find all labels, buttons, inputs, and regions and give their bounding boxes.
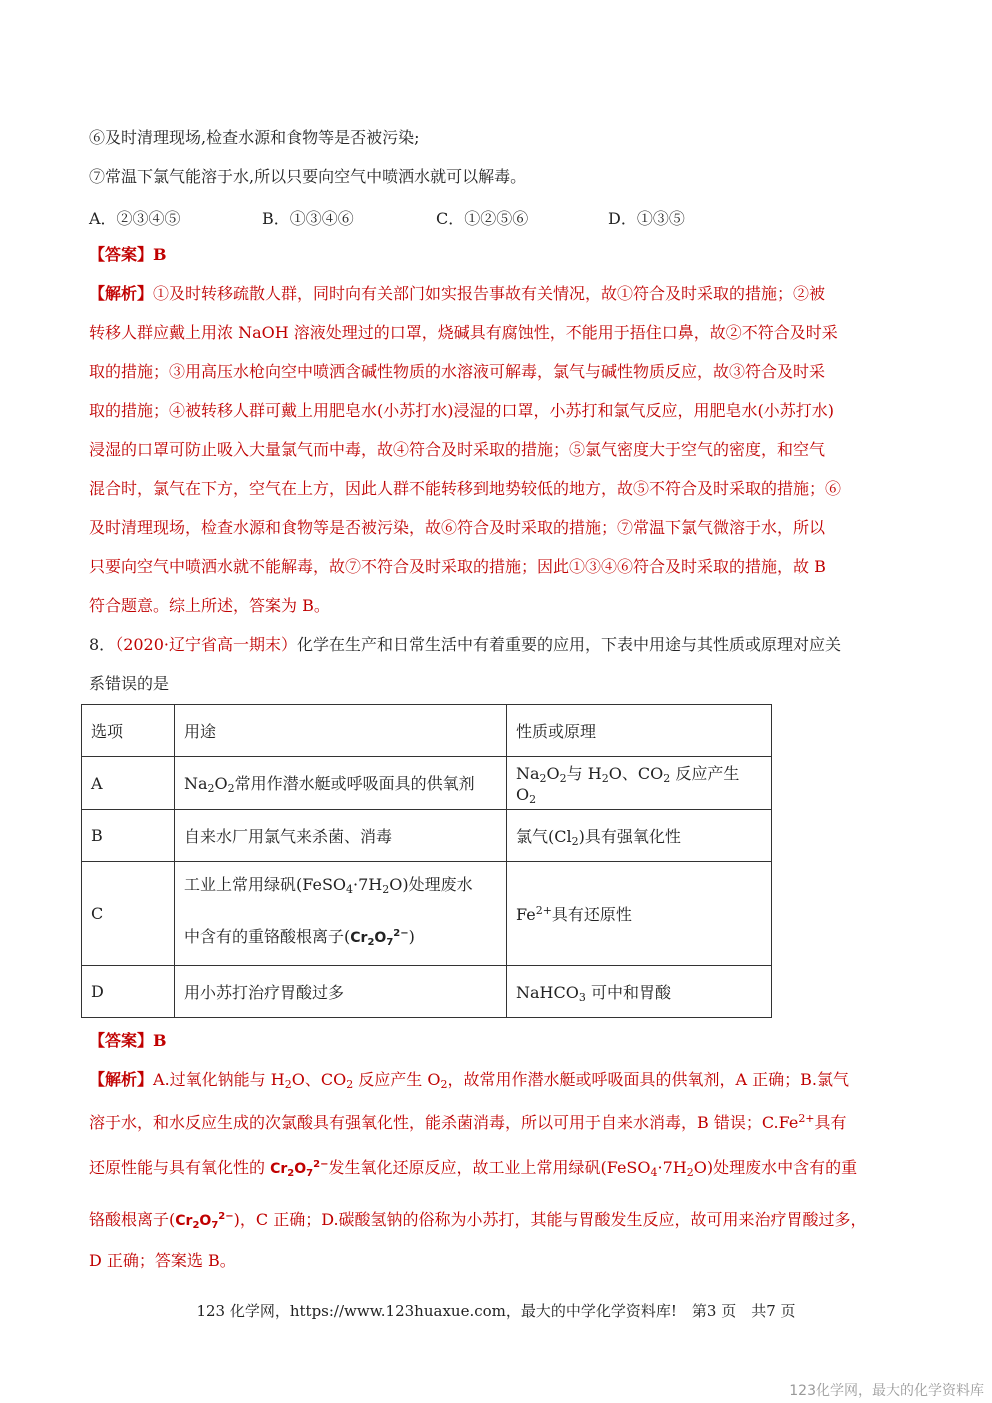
q8-stem-line-2: 系错误的是 (89, 674, 170, 693)
row-b-property: 氯气$(Cl_2)$具有强氧化性 (507, 810, 772, 862)
analysis-text: 反应产生 (353, 1070, 428, 1089)
row-c-use-end: ) (408, 926, 415, 946)
row-b-use: 自来水厂用氯气来杀菌、消毒 (175, 810, 507, 862)
row-c-use-pre: 工业上常用绿矾( (184, 874, 303, 894)
answer-tag: 【答案】 (89, 245, 154, 264)
analysis-text: 铬酸根离子( (89, 1210, 176, 1229)
row-d-use: 用小苏打治疗胃酸过多 (175, 966, 507, 1018)
answer-tag: 【答案】 (89, 1031, 154, 1050)
table-row (82, 966, 772, 1018)
q7-choice-a: A．②③④⑤ (89, 209, 181, 228)
analysis-text: ，故常用作潜水艇或呼吸面具的供氧剂，A 正确；B.氯气 (447, 1070, 850, 1089)
row-a-use-text: 常用作潜水艇或呼吸面具的供氧剂 (234, 774, 475, 793)
analysis-text: 、 (304, 1070, 321, 1089)
q7-analysis-line-8: 只要向空气中喷洒水就不能解毒，故⑦不符合及时采取的措施；因此①③④⑥符合及时采取的措施，故 B (89, 557, 826, 576)
q8-table (81, 704, 772, 1018)
q7-analysis-line-3: 取的措施；③用高压水枪向空中喷洒含碱性物质的水溶液可解毒，氯气与碱性物质反应，故③符合及时采 (89, 362, 826, 381)
q7-analysis-line-1 (89, 284, 825, 304)
table-row (82, 705, 772, 757)
q7-choice-b: B．①③④⑥ (262, 209, 354, 228)
analysis-tag: 【解析】 (89, 1070, 154, 1089)
analysis-tag: 【解析】 (89, 284, 154, 303)
row-a-use: $Na_2O_2$常用作潜水艇或呼吸面具的供氧剂 (175, 757, 507, 810)
q7-analysis-line-4: 取的措施；④被转移人群可戴上用肥皂水(小苏打水)浸湿的口罩，小苏打和氯气反应，用肥皂水(小苏打水) (89, 401, 834, 420)
q8-source: （2020·辽宁省高一期末） (115, 635, 297, 654)
page-footer: 123 化学网，https://www.123huaxue.com，最大的中学化学资料库! 第3 页 共7 页 (196, 1302, 796, 1320)
row-b-prop-post: )具有强氧化性 (578, 826, 681, 846)
analysis-text: 具有 (814, 1113, 847, 1132)
row-a-option: A (82, 757, 175, 810)
analysis-text: )处理废水中含有的重 (706, 1158, 858, 1177)
answer-value: B (153, 1031, 167, 1050)
q7-choice-d: D．①③⑤ (608, 209, 685, 228)
q7-option-6: ⑥及时清理现场,检查水源和食物等是否被污染; (89, 128, 420, 147)
q7-analysis-line-6: 混合时，氯气在下方，空气在上方，因此人群不能转移到地势较低的地方，故⑤不符合及时采取的措施；⑥ (89, 479, 842, 498)
row-c-prop-text: 具有还原性 (551, 905, 632, 924)
analysis-text: 溶于水，和水反应生成的次氯酸具有强氧化性，能杀菌消毒，所以可用于自来水消毒，B 错误；C. (89, 1113, 779, 1132)
dichromate-formula: $Cr_2O_7^{2-}$ (175, 1211, 234, 1231)
analysis-text: ①及时转移疏散人群，同时向有关部门如实报告事故有关情况，故①符合及时采取的措施；②被 (153, 284, 826, 303)
dichromate-formula: $Cr_2O_7^{2-}$ (270, 1159, 329, 1179)
table-row (82, 810, 772, 862)
row-c-use-post: )处理废水 (402, 874, 473, 894)
q7-analysis-line-9: 符合题意。综上所述，答案为 B。 (89, 596, 330, 615)
row-d-property: NaHCO$_3$ 可中和胃酸 (507, 966, 772, 1018)
q8-stem-line-1 (89, 635, 841, 655)
row-b-prop-pre: 氯气( (516, 826, 555, 846)
q8-analysis-line-3: 还原性能与具有氧化性的 $Cr_2O_7^{2-}$发生氧化还原反应，故工业上常用绿矾$(FeSO_4\cdot 7H_2O)$处理废水中含有的重 (89, 1158, 858, 1179)
q8-answer (89, 1031, 167, 1051)
q7-analysis-line-7: 及时清理现场，检查水源和食物等是否被污染，故⑥符合及时采取的措施；⑦常温下氯气微溶于水，所以 (89, 518, 826, 537)
q7-analysis-line-2: 转移人群应戴上用浓 NaOH 溶液处理过的口罩，烧碱具有腐蚀性，不能用于捂住口鼻，故②不符合及时采 (89, 323, 838, 342)
q8-analysis-line-1: 【解析】A.过氧化钠能与 $H_2O$、$CO_2$ 反应产生 $O_2$，故常用作潜水艇或呼吸面具的供氧剂，A 正确；B.氯气 (89, 1070, 850, 1091)
q8-stem: 化学在生产和日常生活中有着重要的应用，下表中用途与其性质或原理对应关 (297, 635, 842, 654)
header-use: 用途 (175, 705, 507, 757)
dichromate-formula: $Cr_2O_7^{2-}$ (350, 927, 409, 948)
analysis-text: 还原性能与具有氧化性的 (89, 1158, 271, 1177)
analysis-text: 发生氧化还原反应，故工业上常用绿矾( (328, 1158, 607, 1177)
row-c-property: $Fe^{2+}$具有还原性 (507, 862, 772, 966)
q7-option-7: ⑦常温下氯气能溶于水,所以只要向空气中喷洒水就可以解毒。 (89, 167, 527, 186)
row-b-option: B (82, 810, 175, 862)
row-a-property: $Na_2O_2$与 $H_2O$、$CO_2$ 反应产生 $O_2$ (507, 757, 772, 810)
q8-analysis-line-2: 溶于水，和水反应生成的次氯酸具有强氧化性，能杀菌消毒，所以可用于自来水消毒，B 错误；$C.Fe^{2+}$具有 (89, 1112, 847, 1132)
row-a-prop-2: 、 (621, 763, 638, 783)
row-c-use-line2: 中含有的重铬酸根离子( (184, 926, 351, 946)
answer-value: B (153, 245, 167, 264)
q8-analysis-line-5: D 正确；答案选 B。 (89, 1251, 236, 1270)
row-a-prop-1: 与 (566, 763, 583, 783)
analysis-text: )，C 正确；D.碳酸氢钠的俗称为小苏打，其能与胃酸发生反应，故可用来治疗胃酸过多， (233, 1210, 867, 1229)
q7-analysis-line-5: 浸湿的口罩可防止吸入大量氯气而中毒，故④符合及时采取的措施；⑤氯气密度大于空气的密度，和空气 (89, 440, 826, 459)
row-a-prop-3: 反应产生 (675, 763, 740, 783)
row-c-option: C (82, 862, 175, 966)
table-row (82, 862, 772, 966)
row-d-option: D (82, 966, 175, 1018)
row-d-prop-text: 可中和胃酸 (590, 982, 671, 1002)
q7-choice-c: C．①②⑤⑥ (436, 209, 529, 228)
header-property: 性质或原理 (507, 705, 772, 757)
q8-analysis-line-4 (89, 1207, 867, 1236)
q7-answer (89, 245, 167, 265)
row-c-use: 工业上常用绿矾$(FeSO_4\cdot 7H_2O)$处理废水 中含有的重铬酸根离子$(Cr_2O_7^{2-})$ (175, 862, 507, 966)
header-option: 选项 (82, 705, 175, 757)
watermark: 123化学网，最大的化学资料库 (789, 1383, 984, 1399)
table-row (82, 757, 772, 810)
analysis-text: A.过氧化钠能与 (153, 1070, 271, 1089)
q8-number: 8． (89, 635, 116, 654)
